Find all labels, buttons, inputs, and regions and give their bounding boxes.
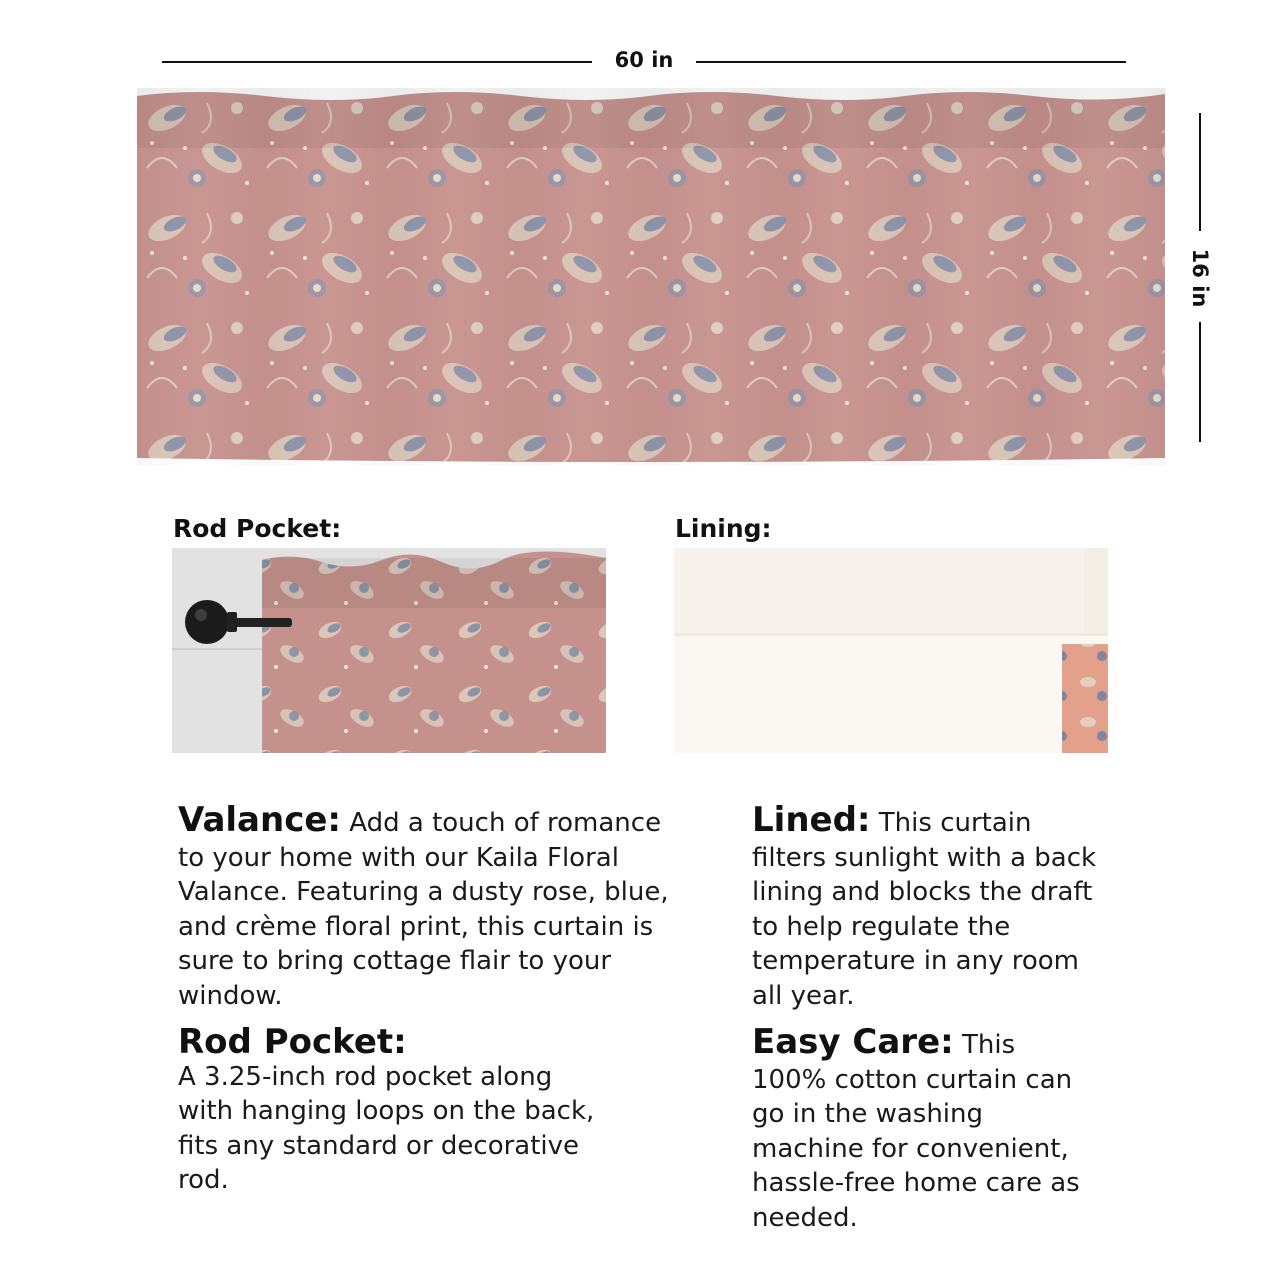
height-dimension-label: 16 in — [1188, 248, 1212, 308]
rod-pocket-section-label: Rod Pocket: — [173, 514, 342, 543]
rod-pocket-body: A 3.25-inch rod pocket along with hanging loops on the back, fits any standard or decorative rod. — [178, 1061, 595, 1195]
height-dimension-line-top — [1199, 113, 1201, 231]
valance-body: Add a touch of romance to your home with our Kaila Floral Valance. Featuring a dusty rose, blue, and crème floral print, this curtain is sure to bring cottage flair to your window. — [178, 808, 669, 1011]
easy-care-heading: Easy Care: — [752, 1022, 954, 1062]
lining-section-label: Lining: — [675, 514, 772, 543]
lining-photo — [674, 548, 1108, 753]
valance-product-image — [137, 88, 1165, 466]
lined-description — [752, 800, 1102, 1013]
valance-description — [178, 800, 678, 1013]
height-dimension-line-bottom — [1199, 322, 1201, 442]
easy-care-description — [752, 1022, 1092, 1235]
rod-pocket-photo — [172, 548, 606, 753]
width-dimension-line-right — [696, 61, 1126, 63]
width-dimension-label: 60 in — [614, 48, 674, 72]
lined-heading: Lined: — [752, 800, 871, 840]
rod-pocket-description — [178, 1022, 603, 1198]
rod-pocket-heading: Rod Pocket: — [178, 1022, 407, 1062]
lined-body: This curtain filters sunlight with a back lining and blocks the draft to help regulate the temperature in any room all year. — [752, 808, 1097, 1011]
valance-heading: Valance: — [178, 800, 342, 840]
easy-care-body: This 100% cotton curtain can go in the washing machine for convenient, hassle-free home care as needed. — [752, 1030, 1080, 1233]
width-dimension-line-left — [162, 61, 592, 63]
